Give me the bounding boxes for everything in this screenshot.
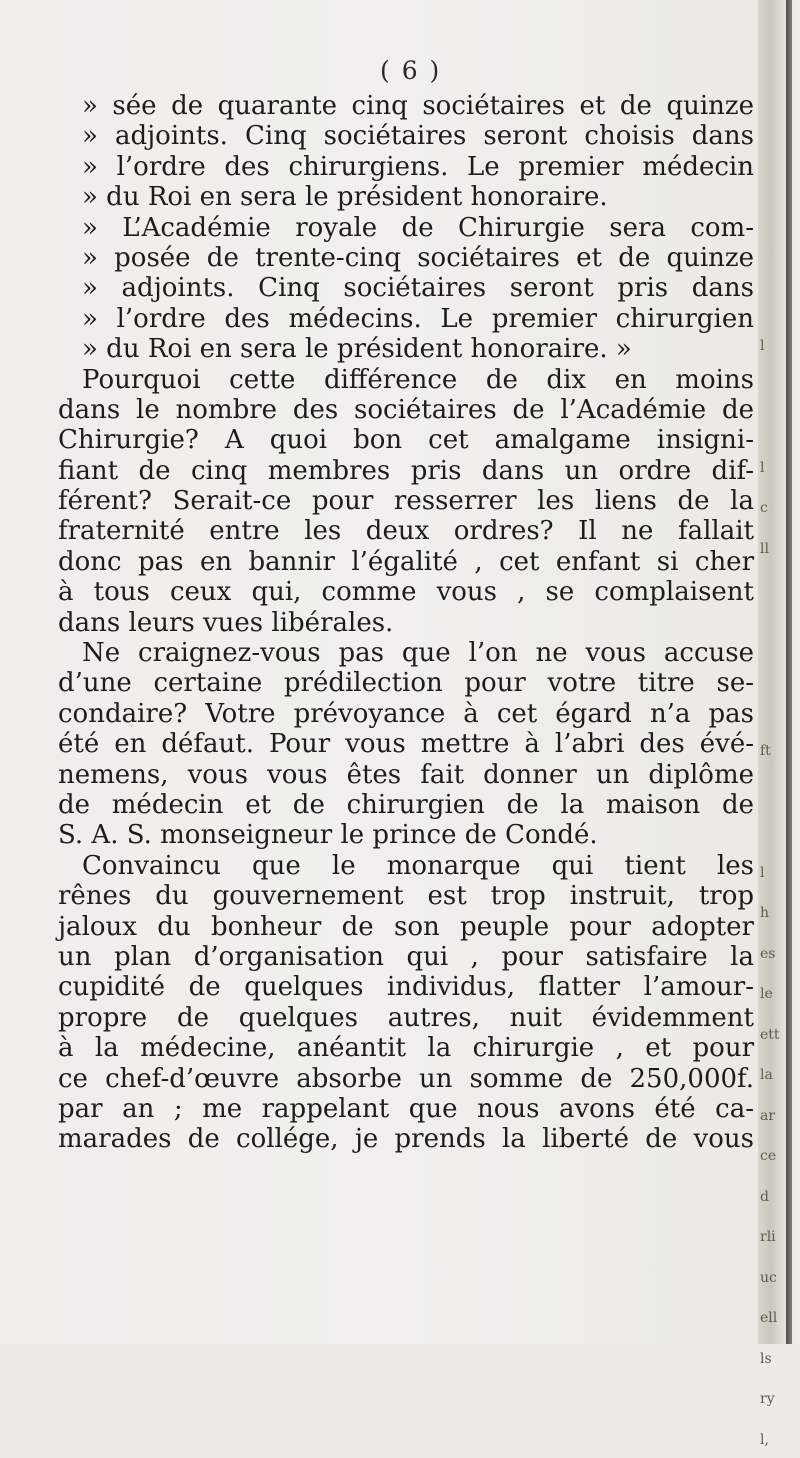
facing-fragment [760, 810, 786, 851]
facing-fragment: l [760, 446, 786, 487]
text-line: nemens, vous vous êtes fait donner un diplôme [58, 760, 754, 790]
text-line: férent? Serait-ce pour resserrer les liens de la [58, 486, 754, 516]
text-line: marades de collége, je prends la liberté de vous [58, 1124, 754, 1154]
facing-fragment [760, 405, 786, 446]
text-line: ce chef-d’œuvre absorbe un somme de 250,000f. [58, 1064, 754, 1094]
facing-fragment: d [760, 1175, 786, 1216]
page-number: ( 6 ) [380, 56, 460, 85]
text-line: » L’Académie royale de Chirurgie sera com- [58, 213, 754, 243]
facing-fragment [760, 41, 786, 82]
facing-fragment: ry [760, 1377, 786, 1418]
text-line: jaloux du bonheur de son peuple pour adopter [58, 912, 754, 942]
text-line: fiant de cinq membres pris dans un ordre dif- [58, 456, 754, 486]
facing-fragment: l [760, 851, 786, 892]
text-line: » posée de trente-cinq sociétaires et de quinze [58, 243, 754, 273]
facing-fragment: es [760, 932, 786, 973]
text-line: à tous ceux qui, comme vous , se complaisent [58, 577, 754, 607]
facing-fragment: ett [760, 1013, 786, 1054]
facing-fragment [760, 365, 786, 406]
facing-fragment [760, 689, 786, 730]
facing-fragment: ll [760, 527, 786, 568]
text-line: été en défaut. Pour vous mettre à l’abri des évé- [58, 729, 754, 759]
text-line: par an ; me rappelant que nous avons été ca- [58, 1094, 754, 1124]
text-line: » adjoints. Cinq sociétaires seront pris dans [58, 273, 754, 303]
facing-fragment: c [760, 486, 786, 527]
facing-fragment [760, 770, 786, 811]
text-line: cupidité de quelques individus, flatter l’amour- [58, 972, 754, 1002]
binding-edge [786, 0, 792, 1344]
facing-fragment [760, 243, 786, 284]
facing-fragment [760, 284, 786, 325]
text-line: dans le nombre des sociétaires de l’Académie de [58, 395, 754, 425]
facing-fragment: ft [760, 729, 786, 770]
text-line: d’une certaine prédilection pour votre titre se- [58, 668, 754, 698]
facing-fragment: le [760, 972, 786, 1013]
facing-fragment [760, 162, 786, 203]
text-line: » du Roi en sera le président honoraire. [58, 182, 754, 212]
facing-fragment [760, 0, 786, 41]
text-line: S. A. S. monseigneur le prince de Condé. [58, 820, 754, 850]
text-line: dans leurs vues libérales. [58, 608, 754, 638]
text-line: Convaincu que le monarque qui tient les [58, 851, 754, 881]
text-line: de médecin et de chirurgien de la maison de [58, 790, 754, 820]
facing-fragment: l [760, 324, 786, 365]
facing-fragment: ar [760, 1094, 786, 1135]
facing-fragment: rli [760, 1215, 786, 1256]
text-line: à la médecine, anéantit la chirurgie , et pour [58, 1033, 754, 1063]
facing-fragment: h [760, 891, 786, 932]
text-line: fraternité entre les deux ordres? Il ne fallait [58, 516, 754, 546]
text-line: condaire? Votre prévoyance à cet égard n’a pas [58, 699, 754, 729]
text-line: donc pas en bannir l’égalité , cet enfant si cher [58, 547, 754, 577]
text-line: propre de quelques autres, nuit évidemment [58, 1003, 754, 1033]
facing-fragment: l, [760, 1418, 786, 1458]
facing-fragment: uc [760, 1256, 786, 1297]
text-line: Ne craignez-vous pas que l’on ne vous accuse [58, 638, 754, 668]
text-line: Chirurgie? A quoi bon cet amalgame insigni- [58, 425, 754, 455]
text-line: rênes du gouvernement est trop instruit, trop [58, 881, 754, 911]
text-line: » du Roi en sera le président honoraire. » [58, 334, 754, 364]
facing-fragment: la [760, 1053, 786, 1094]
text-line: » sée de quarante cinq sociétaires et de quinze [58, 91, 754, 121]
facing-fragment: ce [760, 1134, 786, 1175]
text-line: un plan d’organisation qui , pour satisfaire la [58, 942, 754, 972]
text-line: Pourquoi cette différence de dix en moins [58, 365, 754, 395]
facing-fragment [760, 122, 786, 163]
body-text [58, 91, 754, 1155]
text-line: » l’ordre des chirurgiens. Le premier médecin [58, 152, 754, 182]
text-line: » adjoints. Cinq sociétaires seront choisis dans [58, 121, 754, 151]
facing-fragment: ell [760, 1296, 786, 1337]
facing-fragment [760, 81, 786, 122]
facing-fragment [760, 648, 786, 689]
facing-fragment [760, 608, 786, 649]
facing-fragment [760, 203, 786, 244]
facing-page-fragments [760, 0, 786, 1344]
facing-fragment: ls [760, 1337, 786, 1378]
text-line: » l’ordre des médecins. Le premier chirurgien [58, 304, 754, 334]
facing-fragment [760, 567, 786, 608]
